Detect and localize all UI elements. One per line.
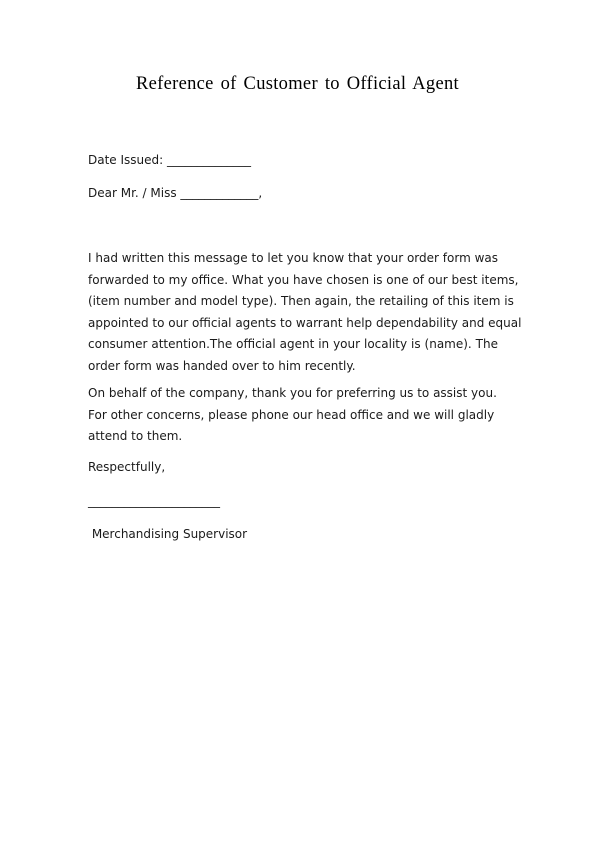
signature-line: ______________________	[88, 494, 220, 508]
paragraph-line: appointed to our official agents to warrant help dependability and equal	[88, 315, 522, 330]
paragraph-line: For other concerns, please phone our head office and we will gladly	[88, 407, 495, 422]
paragraph-line: order form was handed over to him recently.	[88, 358, 356, 373]
signer-title: Merchandising Supervisor	[88, 527, 248, 541]
paragraph-line: (item number and model type). Then again, the retailing of this item is	[88, 294, 514, 308]
closing-line: Respectfully,	[88, 460, 166, 474]
paragraph-line: I had written this message to let you know that your order form was	[88, 251, 498, 265]
paragraph-line: On behalf of the company, thank you for preferring us to assist you.	[88, 386, 497, 400]
paragraph-line: attend to them.	[88, 429, 183, 443]
body-paragraph-1	[88, 248, 522, 377]
paragraph-line: forwarded to my office. What you have chosen is one of our best items,	[88, 272, 519, 287]
document-title: Reference of Customer to Official Agent	[136, 74, 459, 94]
paragraph-line: consumer attention.The official agent in your locality is (name). The	[88, 337, 498, 351]
date-issued-line: Date Issued: ______________	[88, 153, 252, 167]
salutation-line: Dear Mr. / Miss _____________,	[88, 186, 263, 200]
body-paragraph-2	[88, 383, 497, 448]
